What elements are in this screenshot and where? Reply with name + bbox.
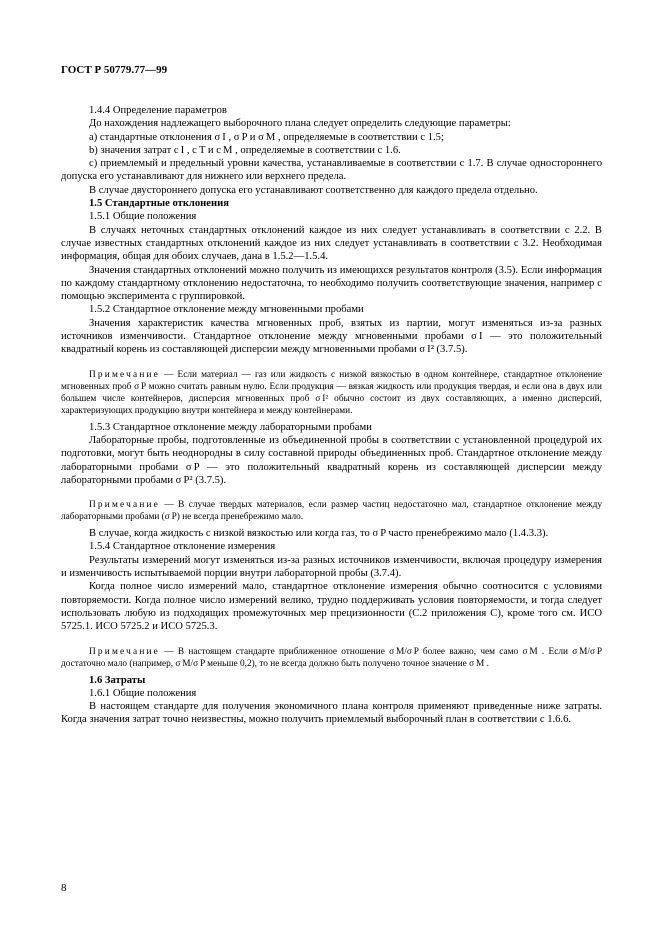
section-1-5-1-title: 1.5.1 Общие положения — [89, 211, 197, 223]
section-1-5-2-para-1: Значения характеристик качества мгновенных проб, взятых из партии, могут изменяться из-за разных источников изменчивости. Стандартное отклонение между мгновенными пробами σ I — это положительный квадратный корень из составляющей дисперсии между мгновенными пробами σ I² (3.7.5). — [61, 317, 602, 356]
section-1-4-4-intro: До нахождения надлежащего выборочного плана следует определить следующие параметры: — [89, 118, 511, 130]
section-1-6-1-para-1: В настоящем стандарте для получения экономичного плана контроля применяют приведенные ниже затраты. Когда значения затрат точно неизвестны, можно получить приемлемый выборочный план в соответствии с 1.6.6. — [61, 701, 602, 726]
section-1-5-3-para-2: В случае, когда жидкость с низкой вязкостью или когда газ, то σ P часто пренебрежимо мало (1.4.3.3). — [89, 528, 549, 540]
section-1-5-title: 1.5 Стандартные отклонения — [89, 198, 229, 210]
item-d: В случае двустороннего допуска его устанавливают соответственно для каждого предела отдельно. — [89, 184, 538, 196]
section-1-4-4-title: 1.4.4 Определение параметров — [89, 105, 227, 116]
section-1-5-1-para-1: В случаях неточных стандартных отклонений каждое из них следует устанавливать в соответствии с 2.2. В случае известных стандартных отклонений каждое из них следует устанавливать в соответствии с 3.2. Необходимая информация, общая для обоих случаев, дана в 1.5.2—1.5.4. — [61, 224, 602, 263]
section-1-6-title: 1.6 Затраты — [89, 674, 146, 686]
section-1-5-2-title: 1.5.2 Стандартное отклонение между мгновенными пробами — [89, 304, 364, 316]
document-header: ГОСТ Р 50779.77—99 — [61, 64, 168, 76]
section-1-5-3-title: 1.5.3 Стандартное отклонение между лабораторными пробами — [89, 421, 372, 433]
page-content — [61, 104, 602, 727]
note-text: — Если материал — газ или жидкость с низкой вязкостью в одном контейнере, стандартное отклонение мгновенных проб σ P можно считать равным нулю. Если продукция — вязкая жидкость или продукция твердая, и если она в двух или большем числе контейнеров, дисперсия мгновенных проб σ I² обычно состоит из двух составляющих, а именно дисперсий, характеризующих продукцию внутри контейнера и между контейнерами. — [61, 369, 602, 416]
note-label: Примечание — [89, 500, 160, 511]
page-number: 8 — [61, 882, 67, 894]
item-a: а) стандартные отклонения σ I , σ P и σ M , определяемые в соответствии с 1.5; — [89, 131, 444, 143]
note-label: Примечание — [89, 646, 160, 657]
section-1-5-2-note — [61, 369, 602, 417]
note-text: — В настоящем стандарте приближенное отношение σ M/σ P более важно, чем само σ M . Если σ M/σ P достаточно мало (например, σ M/σ P меньше 0,2), то не всегда должно быть получено точное значение σ M . — [61, 646, 602, 669]
section-1-6-1-title: 1.6.1 Общие положения — [89, 687, 197, 699]
section-1-5-3-para-1: Лабораторные пробы, подготовленные из объединенной пробы в соответствии с установленной процедурой их подготовки, могут быть неоднородны в силу составной природы объединенных проб. Стандартное отклонение между лабораторными пробами σ P — это положительный квадратный корень из составляющей дисперсии между лабораторными пробами σ P² (3.7.5). — [61, 434, 602, 486]
section-1-5-3-note — [61, 499, 602, 523]
section-1-5-4-para-2: Когда полное число измерений мало, стандартное отклонение измерения обычно соотносится с условиями повторяемости. Когда полное число измерений велико, трудно поддерживать условия повторяемости, и тогда следует использовать любую из подходящих промежуточных мер прецизионности (С.2 приложения С), кроме того см. ИСО 5725.1. ИСО 5725.2 и ИСО 5725.3. — [61, 581, 602, 633]
section-1-5-4-title: 1.5.4 Стандартное отклонение измерения — [89, 541, 276, 553]
section-1-5-4-note — [61, 646, 602, 670]
item-b: b) значения затрат c I , c T и c M , определяемые в соответствии с 1.6. — [89, 144, 401, 156]
section-1-5-4-para-1: Результаты измерений могут изменяться из-за разных источников изменчивости, включая процедуру измерения и изменчивость испытываемой порции внутри лабораторной пробы (3.7.4). — [61, 554, 602, 580]
section-1-5-1-para-2: Значения стандартных отклонений можно получить из имеющихся результатов контроля (3.5). Если информация по каждому стандартному отклонению недостаточна, то необходимо получить соответствующие значения, например с помощью эксперимента с группировкой. — [61, 264, 602, 303]
note-label: Примечание — [89, 369, 160, 380]
item-c: с) приемлемый и предельный уровни качества, устанавливаемые в соответствии с 1.7. В случае одностороннего допуска его устанавливают для нижнего или верхнего предела. — [61, 158, 602, 183]
note-text: — В случае твердых материалов, если размер частиц недостаточно мал, стандартное отклонение между лабораторными пробами (σ P) не всегда пренебрежимо мало. — [61, 500, 602, 523]
